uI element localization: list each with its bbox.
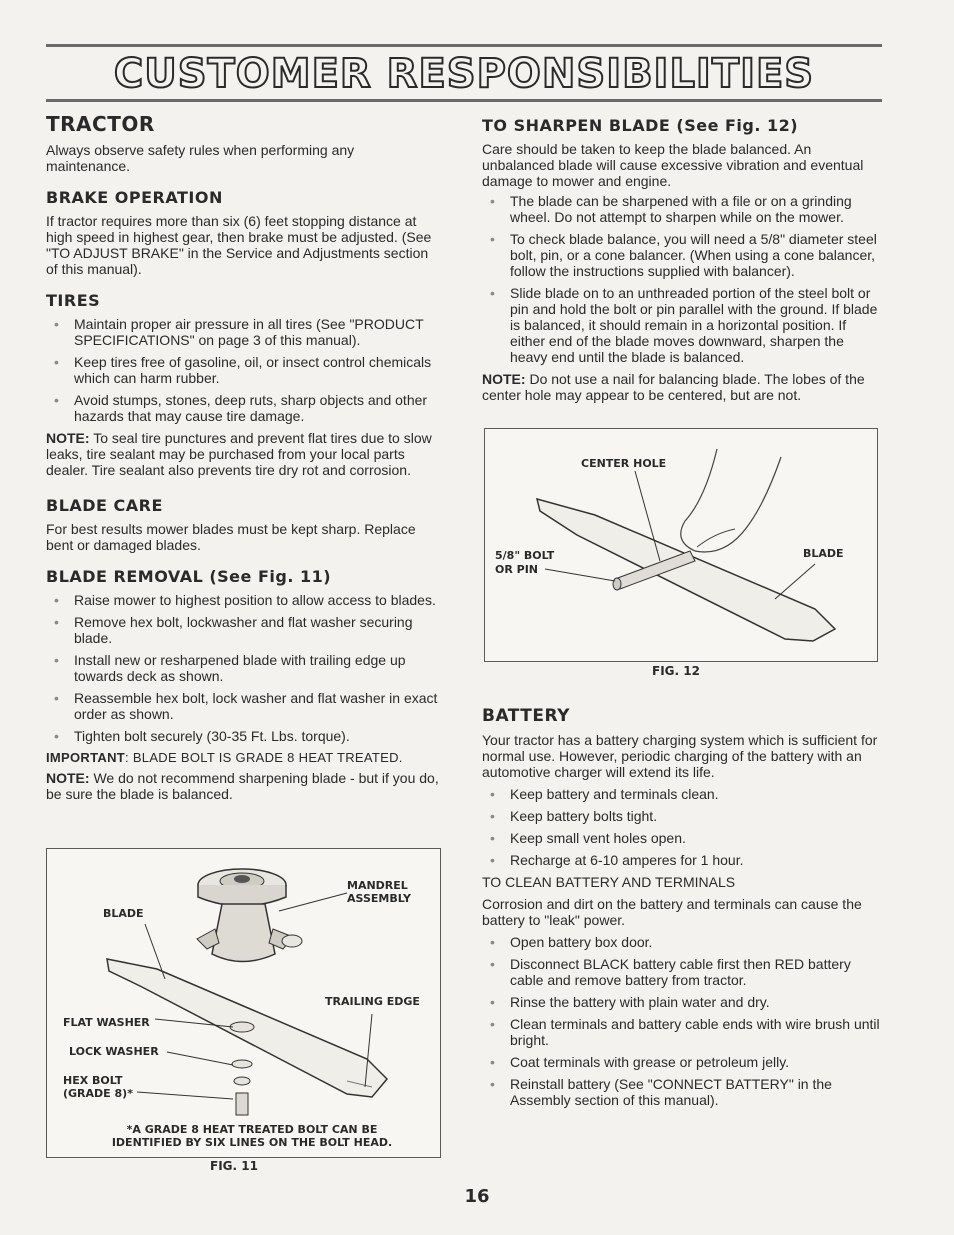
list-item: • Reinstall battery (See "CONNECT BATTERY" in the Assembly section of this manual). — [482, 1076, 880, 1108]
battery-heading: BATTERY — [482, 706, 570, 726]
note-label: NOTE: — [46, 430, 90, 446]
blade-balance-illustration — [485, 429, 877, 661]
important-text — [46, 750, 442, 766]
list-item: • Install new or resharpened blade with trailing edge up towards deck as shown. — [46, 652, 442, 684]
list-item: • Keep battery bolts tight. — [482, 808, 880, 824]
important-body: : BLADE BOLT IS GRADE 8 HEAT TREATED. — [125, 750, 403, 765]
hex-bolt-label: HEX BOLT — [63, 1074, 123, 1087]
left-column — [46, 112, 442, 802]
page-title: CUSTOMER RESPONSIBILITIES — [113, 51, 815, 97]
title-bottom-rule — [46, 99, 882, 102]
tractor-intro: Always observe safety rules when performing any maintenance. — [46, 142, 355, 174]
blade-removal-heading: BLADE REMOVAL (See Fig. 11) — [46, 567, 332, 586]
list-item: • Open battery box door. — [482, 934, 880, 950]
tractor-heading: TRACTOR — [46, 112, 155, 136]
note-label: NOTE: — [482, 371, 526, 387]
figure-12-caption: FIG. 12 — [652, 664, 700, 678]
figure-12 — [484, 428, 878, 662]
list-item: • Clean terminals and battery cable ends with wire brush until bright. — [482, 1016, 880, 1048]
blade-care-heading: BLADE CARE — [46, 496, 163, 515]
sharpen-heading: TO SHARPEN BLADE (See Fig. 12) — [482, 116, 799, 135]
note-text: We do not recommend sharpening blade - but if you do, be sure the blade is balanced. — [46, 770, 439, 802]
sharpen-intro: Care should be taken to keep the blade balanced. An unbalanced blade will cause excessive vibration and eventual damage to mower and engine. — [482, 141, 864, 189]
list-item: • Avoid stumps, stones, deep ruts, sharp objects and other hazards that may cause tire damage. — [46, 392, 442, 424]
tires-note — [46, 430, 442, 478]
list-item: • Disconnect BLACK battery cable first then RED battery cable and remove battery from tractor. — [482, 956, 880, 988]
list-item: • Tighten bolt securely (30-35 Ft. Lbs. torque). — [46, 728, 442, 744]
figure-11-caption: FIG. 11 — [210, 1159, 258, 1173]
note-label: NOTE: — [46, 770, 90, 786]
figure-11 — [46, 848, 441, 1158]
tires-list — [46, 316, 442, 424]
list-item: • Remove hex bolt, lockwasher and flat washer securing blade. — [46, 614, 442, 646]
or-pin-label: OR PIN — [495, 563, 539, 576]
list-item: • To check blade balance, you will need a 5/8" diameter steel bolt, pin, or a cone balancer. (When using a cone balancer, follow the instructions supplied with balancer). — [482, 231, 880, 279]
list-item: • Reassemble hex bolt, lock washer and flat washer in exact order as shown. — [46, 690, 442, 722]
grade-label: (GRADE 8)* — [63, 1087, 133, 1100]
balance-note — [482, 371, 880, 403]
tires-heading: TIRES — [46, 291, 101, 310]
list-item: • Maintain proper air pressure in all tires (See "PRODUCT SPECIFICATIONS" on page 3 of this manual). — [46, 316, 442, 348]
clean-intro: Corrosion and dirt on the battery and terminals can cause the battery to "leak" power. — [482, 896, 862, 928]
bolt-label: 5/8" BOLT — [495, 549, 555, 562]
center-hole-label: CENTER HOLE — [581, 457, 667, 470]
fig12-blade-label: BLADE — [803, 547, 844, 560]
list-item: • Slide blade on to an unthreaded portion of the steel bolt or pin and hold the bolt or pin parallel with the ground. If blade is balanced, it should remain in a horizontal position. If either end of the blade moves downward, sharpen the heavy end until the blade is balanced. — [482, 285, 880, 365]
blade-removal-list — [46, 592, 442, 744]
list-item: • The blade can be sharpened with a file or on a grinding wheel. Do not attempt to sharpen while on the mower. — [482, 193, 880, 225]
list-item: • Raise mower to highest position to allow access to blades. — [46, 592, 442, 608]
note-text: Do not use a nail for balancing blade. The lobes of the center hole may appear to be centered, but are not. — [482, 371, 865, 403]
lock-washer-label: LOCK WASHER — [69, 1045, 159, 1058]
sharpen-note — [46, 770, 442, 802]
trailing-edge-label: TRAILING EDGE — [325, 995, 420, 1008]
page-number: 16 — [464, 1186, 490, 1207]
clean-heading: TO CLEAN BATTERY AND TERMINALS — [482, 874, 736, 890]
note-text: To seal tire punctures and prevent flat tires due to slow leaks, tire sealant may be purchased from your local parts dealer. Tire sealant also prevents tire dry rot and corrosion. — [46, 430, 432, 478]
brake-heading: BRAKE OPERATION — [46, 188, 223, 207]
list-item: • Recharge at 6-10 amperes for 1 hour. — [482, 852, 880, 868]
battery-list — [482, 786, 880, 868]
right-column — [482, 112, 880, 403]
figure-footnote: *A GRADE 8 HEAT TREATED BOLT CAN BE IDENTIFIED BY SIX LINES ON THE BOLT HEAD. — [111, 1123, 393, 1149]
blade-care-text: For best results mower blades must be kept sharp. Replace bent or damaged blades. — [46, 521, 416, 553]
list-item: • Coat terminals with grease or petroleum jelly. — [482, 1054, 880, 1070]
mandrel-label: MANDREL ASSEMBLY — [347, 879, 411, 905]
list-item: • Keep small vent holes open. — [482, 830, 880, 846]
brake-text: If tractor requires more than six (6) feet stopping distance at high speed in highest gear, then brake must be adjusted. (See "TO ADJUST BRAKE" in the Service and Adjustments section of this manual). — [46, 213, 432, 277]
battery-section — [482, 706, 880, 1114]
sharpen-list — [482, 193, 880, 365]
top-rule — [46, 44, 882, 47]
battery-intro: Your tractor has a battery charging system which is sufficient for normal use. However, periodic charging of the battery with an automotive charger will extend its life. — [482, 732, 878, 780]
flat-washer-label: FLAT WASHER — [63, 1016, 150, 1029]
list-item: • Keep battery and terminals clean. — [482, 786, 880, 802]
list-item: • Keep tires free of gasoline, oil, or insect control chemicals which can harm rubber. — [46, 354, 442, 386]
list-item: • Rinse the battery with plain water and dry. — [482, 994, 880, 1010]
blade-label: BLADE — [103, 907, 144, 920]
clean-list — [482, 934, 880, 1108]
important-label: IMPORTANT — [46, 750, 126, 765]
